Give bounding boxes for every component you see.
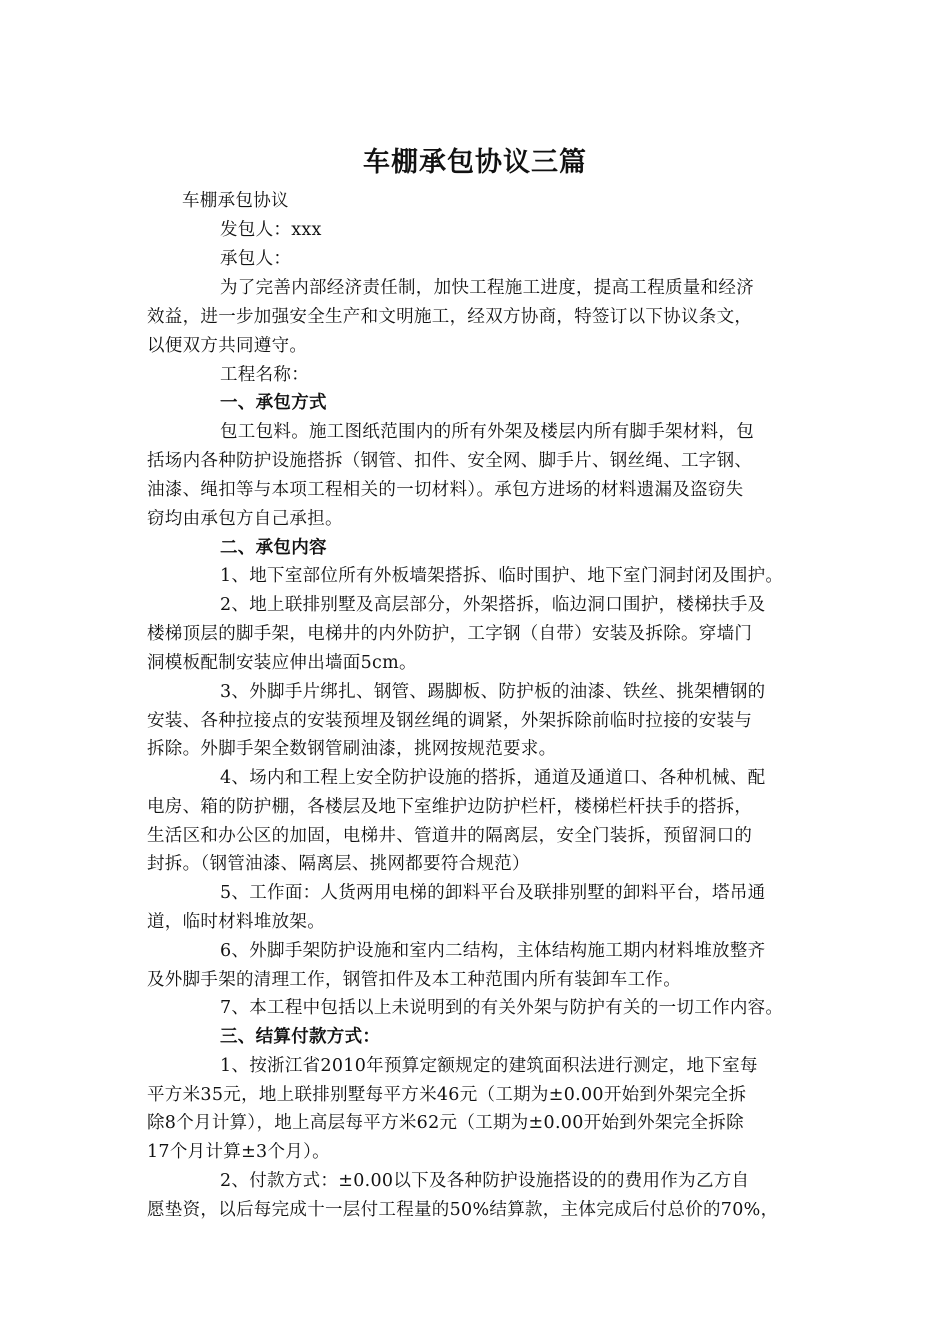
paragraph-line: 2、付款方式：±0.00以下及各种防护设施搭设的的费用作为乙方自 [220, 1171, 750, 1191]
paragraph-line: 道，临时材料堆放架。 [147, 912, 325, 932]
paragraph-line: 包工包料。施工图纸范围内的所有外架及楼层内所有脚手架材料，包 [220, 422, 754, 442]
issuer-line: 发包人：xxx [220, 220, 322, 240]
paragraph-line: 生活区和办公区的加固，电梯井、管道井的隔离层，安全门装拆，预留洞口的 [147, 826, 753, 846]
intro-line: 效益，进一步加强安全生产和文明施工，经双方协商，特签订以下协议条文， [147, 307, 753, 327]
paragraph-line: 2、地上联排别墅及高层部分，外架搭拆，临边洞口围护，楼梯扶手及 [220, 595, 766, 615]
paragraph-line: 3、外脚手片绑扎、钢管、踢脚板、防护板的油漆、铁丝、挑架槽钢的 [220, 682, 766, 702]
paragraph-line: 油漆、绳扣等与本项工程相关的一切材料）。承包方进场的材料遗漏及盗窃失 [147, 480, 744, 500]
paragraph-line: 窃均由承包方自己承担。 [147, 509, 343, 529]
paragraph-line: 1、地下室部位所有外板墙架搭拆、临时围护、地下室门洞封闭及围护。 [220, 566, 784, 586]
section-heading: 三、结算付款方式： [220, 1027, 381, 1047]
project-name-line: 工程名称： [220, 365, 309, 385]
section-heading: 一、承包方式 [220, 393, 327, 413]
paragraph-line: 5、工作面：人货两用电梯的卸料平台及联排别墅的卸料平台，塔吊通 [220, 883, 766, 903]
paragraph-line: 1、按浙江省2010年预算定额规定的建筑面积法进行测定，地下室每 [220, 1056, 758, 1076]
document-title: 车棚承包协议三篇 [363, 147, 587, 178]
paragraph-line: 7、本工程中包括以上未说明到的有关外架与防护有关的一切工作内容。 [220, 998, 784, 1018]
paragraph-line: 愿垫资，以后每完成十一层付工程量的50%结算款，主体完成后付总价的70%， [147, 1200, 779, 1220]
section-heading: 二、承包内容 [220, 538, 327, 558]
paragraph-line: 封拆。（钢管油漆、隔离层、挑网都要符合规范） [147, 854, 530, 874]
subtitle: 车棚承包协议 [182, 191, 289, 211]
paragraph-line: 安装、各种拉接点的安装预埋及钢丝绳的调紧，外架拆除前临时拉接的安装与 [147, 711, 753, 731]
paragraph-line: 括场内各种防护设施搭拆（钢管、扣件、安全网、脚手片、钢丝绳、工字钢、 [147, 451, 753, 471]
paragraph-line: 6、外脚手架防护设施和室内二结构，主体结构施工期内材料堆放整齐 [220, 941, 766, 961]
paragraph-line: 17个月计算±3个月）。 [147, 1142, 330, 1162]
paragraph-line: 除8个月计算），地上高层每平方米62元（工期为±0.00开始到外架完全拆除 [147, 1113, 744, 1133]
intro-line: 以便双方共同遵守。 [147, 336, 308, 356]
paragraph-line: 平方米35元，地上联排别墅每平方米46元（工期为±0.00开始到外架完全拆 [147, 1085, 747, 1105]
paragraph-line: 楼梯顶层的脚手架，电梯井的内外防护，工字钢（自带）安装及拆除。穿墙门 [147, 624, 753, 644]
paragraph-line: 洞模板配制安装应伸出墙面5cm。 [147, 653, 417, 673]
paragraph-line: 电房、箱的防护棚，各楼层及地下室维护边防护栏杆，楼梯栏杆扶手的搭拆， [147, 797, 753, 817]
contractor-line: 承包人： [220, 249, 292, 269]
paragraph-line: 及外脚手架的清理工作，钢管扣件及本工种范围内所有装卸车工作。 [147, 970, 681, 990]
paragraph-line: 4、场内和工程上安全防护设施的搭拆，通道及通道口、各种机械、配 [220, 768, 766, 788]
paragraph-line: 拆除。外脚手架全数钢管刷油漆，挑网按规范要求。 [147, 739, 557, 759]
intro-line: 为了完善内部经济责任制，加快工程施工进度，提高工程质量和经济 [220, 278, 754, 298]
